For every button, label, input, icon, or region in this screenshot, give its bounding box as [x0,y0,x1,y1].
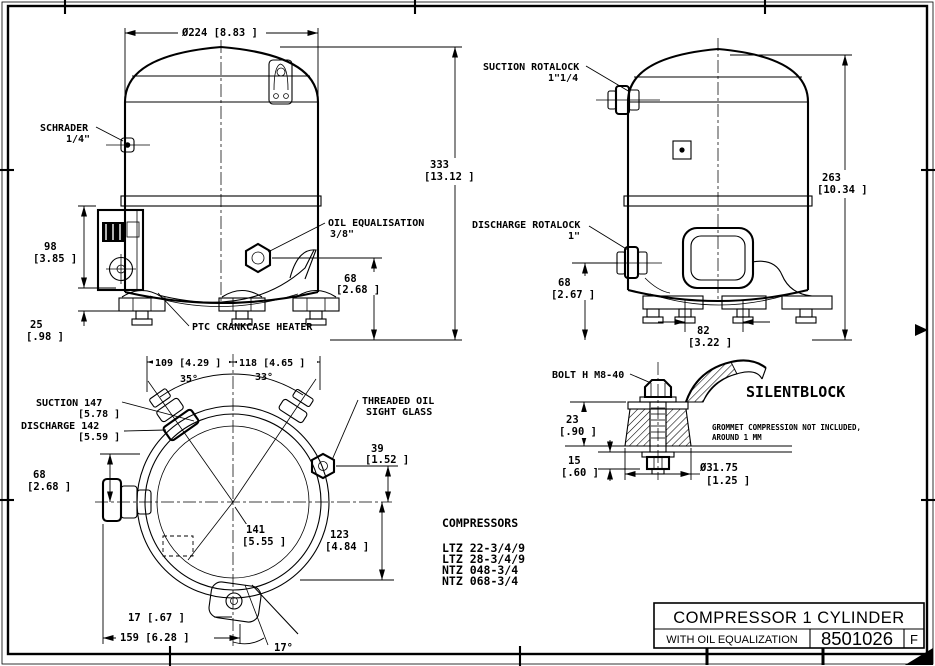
svg-text:[13.12 ]: [13.12 ] [424,171,475,183]
svg-text:[10.34 ]: [10.34 ] [817,184,868,196]
title-block [654,603,924,649]
svg-text:35°: 35° [180,374,199,385]
svg-text:118 [4.65 ]: 118 [4.65 ] [239,358,306,369]
corner-fold-mark [905,648,933,665]
svg-text:[5.78 ]: [5.78 ] [78,409,121,420]
svg-text:GROMMET COMPRESSION NOT INCLUD: GROMMET COMPRESSION NOT INCLUDED, [712,423,862,432]
svg-text:15: 15 [568,455,581,467]
label-schrader [40,123,123,145]
silentblock-detail [552,360,861,487]
svg-text:PTC CRANKCASE HEATER: PTC CRANKCASE HEATER [192,322,313,333]
dim-141 [235,507,287,548]
svg-text:DISCHARGE 142: DISCHARGE 142 [21,421,100,432]
svg-text:[3.85 ]: [3.85 ] [33,253,78,265]
svg-text:[5.59 ]: [5.59 ] [78,432,121,443]
svg-text:159 [6.28 ]: 159 [6.28 ] [120,632,190,644]
revision-letter: F [910,632,918,647]
svg-text:OIL EQUALISATION: OIL EQUALISATION [328,218,425,229]
label-silentblock: SILENTBLOCK [746,383,846,401]
compressor-model: NTZ 048-3/4 [442,563,519,577]
svg-text:[.90 ]: [.90 ] [559,426,597,438]
dim-width-82 [658,300,770,349]
svg-text:3/8": 3/8" [330,229,355,240]
drawing-title: COMPRESSOR 1 CYLINDER [673,609,905,627]
grommet-note [712,423,861,442]
svg-text:109 [4.29 ]: 109 [4.29 ] [155,358,222,369]
discharge-rotalock-fitting [605,247,670,293]
svg-text:[2.67 ]: [2.67 ] [551,289,596,301]
terminal-stud [673,141,691,159]
svg-text:17 [.67 ]: 17 [.67 ] [128,612,185,624]
svg-text:[2.68 ]: [2.68 ] [27,481,72,493]
suction-rotalock-fitting [596,86,660,114]
svg-text:Ø224 [8.83 ]: Ø224 [8.83 ] [182,27,258,39]
oil-equalisation-fitting [246,244,270,272]
svg-text:BOLT H M8-40: BOLT H M8-40 [552,370,625,381]
compressor-model: LTZ 28-3/4/9 [442,552,526,566]
dim-23 [556,402,626,446]
dim-39 [336,443,409,502]
svg-text:123: 123 [330,529,349,541]
dim-top-68 [27,454,140,502]
svg-text:141: 141 [246,524,265,536]
svg-text:1": 1" [568,231,581,242]
svg-text:68: 68 [344,273,357,285]
top-bottom-foot [208,581,298,645]
svg-text:SIGHT GLASS: SIGHT GLASS [366,407,433,418]
svg-text:263: 263 [822,172,841,184]
label-oil-equalisation [268,218,424,252]
dim-height-68-side [550,263,618,340]
label-suction-rotalock [483,62,630,92]
svg-text:[2.68 ]: [2.68 ] [336,284,381,296]
svg-text:Ø31.75: Ø31.75 [700,462,738,474]
label-discharge-rotalock [472,220,628,250]
drawing-subtitle: WITH OIL EQUALIZATION [666,634,798,646]
svg-text:[.98 ]: [.98 ] [26,331,64,343]
svg-text:[.60 ]: [.60 ] [561,467,599,479]
svg-text:SUCTION ROTALOCK: SUCTION ROTALOCK [483,62,580,73]
svg-text:AROUND 1 MM: AROUND 1 MM [712,433,762,442]
dim-height-263 [730,55,871,340]
svg-text:[1.25 ]: [1.25 ] [706,475,751,487]
schrader-valve [106,138,150,152]
svg-text:98: 98 [44,241,57,253]
svg-text:333: 333 [430,159,449,171]
svg-text:[4.84 ]: [4.84 ] [325,541,370,553]
terminal-bracket [269,60,292,104]
svg-text:DISCHARGE ROTALOCK: DISCHARGE ROTALOCK [472,220,581,231]
svg-text:23: 23 [566,414,579,426]
svg-text:[5.55 ]: [5.55 ] [242,536,287,548]
svg-text:68: 68 [33,469,46,481]
oil-sight-glass [312,454,334,478]
svg-text:SUCTION 147: SUCTION 147 [36,398,103,409]
compressors-list [442,516,525,588]
svg-text:33°: 33° [255,372,274,383]
dim-height-333 [280,47,475,340]
top-view [21,354,434,654]
svg-text:82: 82 [697,325,710,337]
label-bolt [552,370,651,383]
svg-text:17°: 17° [274,642,293,654]
hidden-feature [163,536,193,556]
svg-text:39: 39 [371,443,384,455]
top-port-fittings [149,388,314,441]
svg-text:SCHRADER: SCHRADER [40,123,89,134]
svg-text:1"1/4: 1"1/4 [548,73,579,84]
drawing-number: 8501026 [820,628,894,649]
svg-text:68: 68 [558,277,571,289]
svg-text:25: 25 [30,319,43,331]
compressors-title: COMPRESSORS [442,516,519,530]
front-view [26,25,475,343]
svg-text:THREADED OIL: THREADED OIL [362,396,435,407]
base-plate [598,446,792,474]
electrical-box [98,210,143,290]
svg-text:1/4": 1/4" [66,134,91,145]
svg-text:[1.52 ]: [1.52 ] [365,454,410,466]
dim-123 [300,502,394,580]
compressor-model: LTZ 22-3/4/9 [442,541,526,555]
side-view [472,38,871,349]
dim-dia-3175 [625,448,750,487]
svg-text:[3.22 ]: [3.22 ] [688,337,733,349]
compressor-model: NTZ 068-3/4 [442,574,519,588]
